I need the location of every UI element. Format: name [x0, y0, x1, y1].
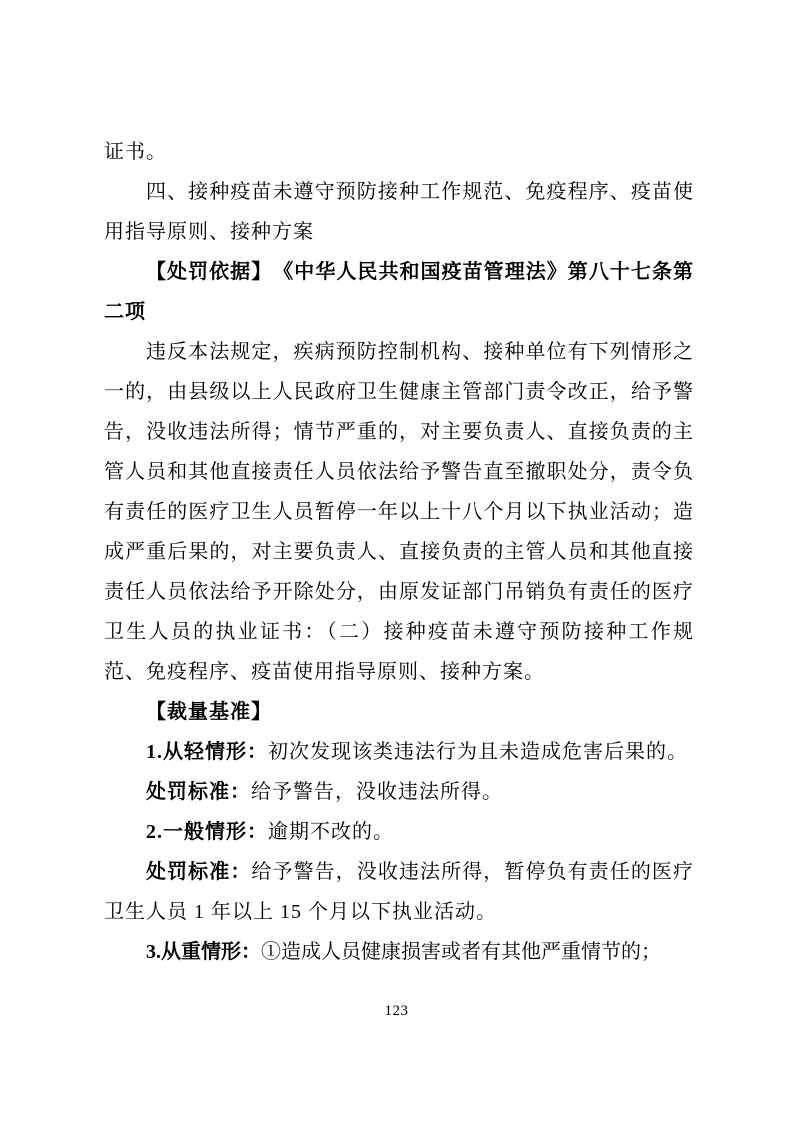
paragraph-general-penalty-standard — [104, 852, 694, 932]
page-number: 123 — [384, 1003, 409, 1019]
text-run: 逾期不改的。 — [268, 821, 394, 843]
text-run-bold: 2.一般情形： — [146, 821, 268, 843]
text-run: 四、接种疫苗未遵守预防接种工作规范、免疫程序、疫苗使用指导原则、接种方案 — [104, 181, 694, 243]
text-run: 给予警告，没收违法所得，暂停负有责任的医疗卫生人员 1 年以上 15 个月以下执业活动。 — [104, 861, 695, 923]
text-run-bold: 1.从轻情形： — [146, 741, 268, 763]
paragraph-general-case — [104, 812, 694, 852]
paragraph-severe-case — [104, 932, 694, 972]
text-run: 初次发现该类违法行为且未造成危害后果的。 — [268, 741, 688, 763]
text-run-bold: 处罚标准： — [146, 861, 252, 883]
text-run: 证书。 — [104, 141, 167, 163]
document-body — [104, 132, 694, 972]
text-run: ①造成人员健康损害或者有其他严重情节的； — [261, 941, 661, 963]
text-run: 违反本法规定，疾病预防控制机构、接种单位有下列情形之一的，由县级以上人民政府卫生健康主管部门责令改正，给予警告，没收违法所得；情节严重的，对主要负责人、直接负责的主管人员和其他直接责任人员依法给予警告直至撤职处分，责令负有责任的医疗卫生人员暂停一年以上十八个月以下执业活动；造成严重后果的，对主要负责人、直接负责的主管人员和其他直接责任人员依法给予开除处分，由原发证部门吊销负有责任的医疗卫生人员的执业证书：（二）接种疫苗未遵守预防接种工作规范、免疫程序、疫苗使用指导原则、接种方案。 — [104, 341, 694, 683]
paragraph-lenient-case — [104, 732, 694, 772]
text-run-bold: 【处罚依据】 《中华人民共和国疫苗管理法》第八十七条第二项 — [104, 261, 694, 323]
paragraph-penalty-basis — [104, 252, 694, 332]
text-run: 给予警告，没收违法所得。 — [251, 781, 503, 803]
text-run-bold: 处罚标准： — [146, 781, 251, 803]
paragraph-continuation — [104, 132, 694, 172]
text-run-bold: 3.从重情形： — [146, 941, 261, 963]
paragraph-section-heading — [104, 172, 694, 252]
paragraph-lenient-penalty-standard — [104, 772, 694, 812]
text-run-bold: 【裁量基准】 — [146, 701, 272, 723]
paragraph-discretion-benchmark-heading — [104, 692, 694, 732]
paragraph-law-text — [104, 332, 694, 692]
